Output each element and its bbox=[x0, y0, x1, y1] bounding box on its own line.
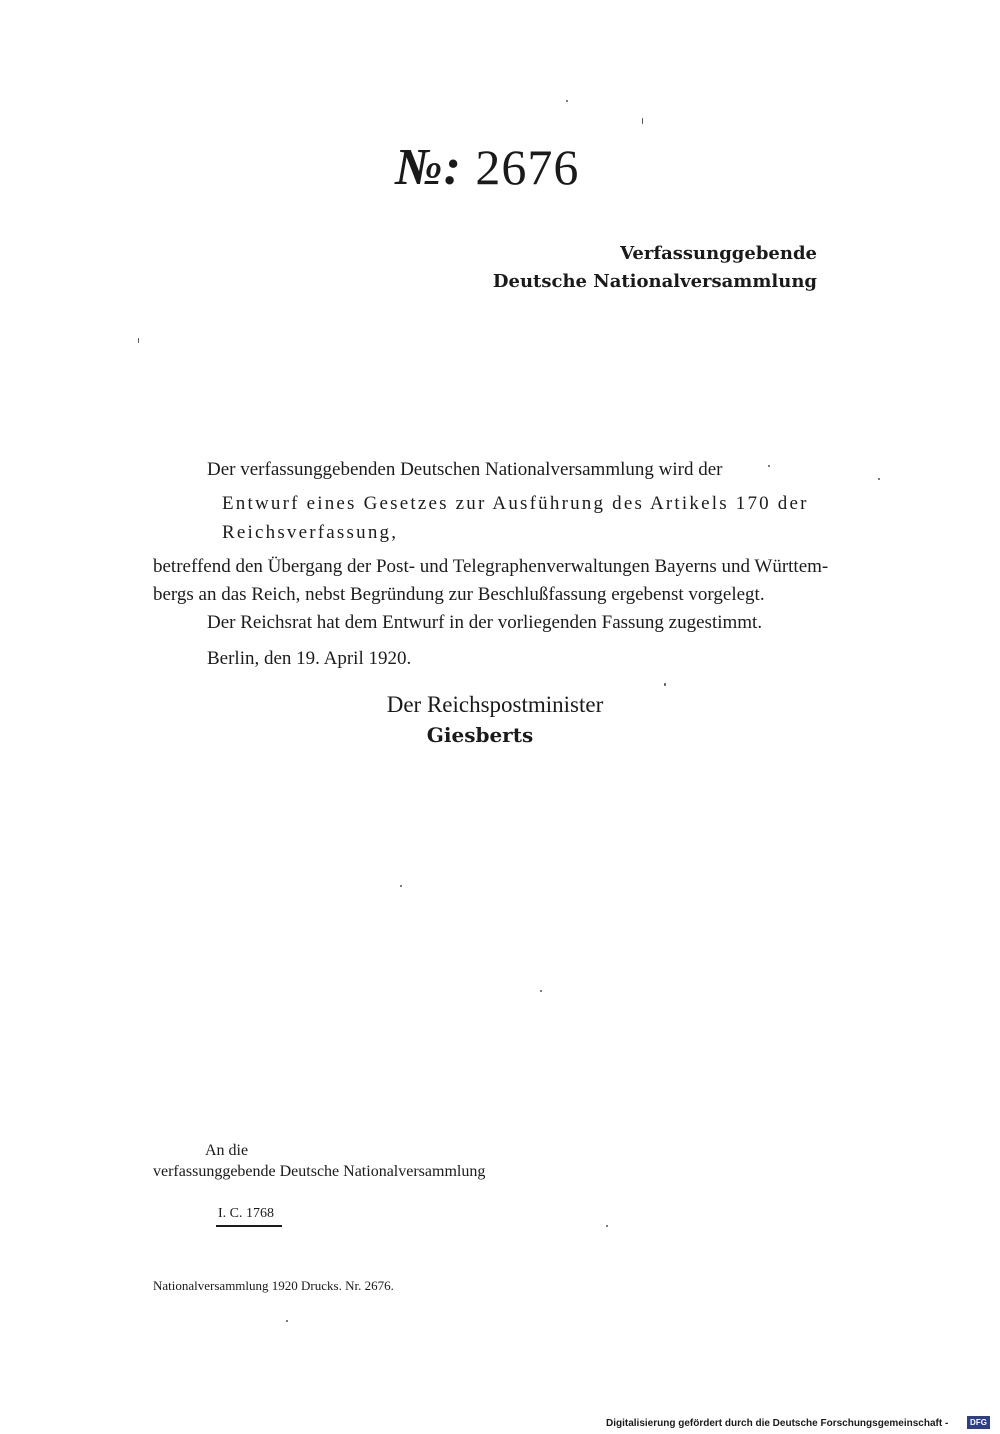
address-line-1: An die bbox=[205, 1142, 249, 1159]
reference-code: I. C. 1768 bbox=[218, 1206, 274, 1221]
scan-speck bbox=[138, 338, 139, 343]
signatory-name: Giesberts bbox=[426, 723, 534, 747]
number-prefix: №: bbox=[395, 139, 462, 196]
date-line: Berlin, den 19. April 1920. bbox=[207, 648, 412, 669]
body-line-2: Entwurf eines Gesetzes zur Ausführung des Artikels 170 der bbox=[222, 493, 809, 514]
body-line-5: bergs an das Reich, nebst Begründung zur Beschlußfassung ergebenst vorgelegt. bbox=[153, 584, 765, 605]
digitization-note: Digitalisierung gefördert durch die Deutsche Forschungsgemeinschaft - bbox=[606, 1418, 949, 1429]
print-footer: Nationalversammlung 1920 Drucks. Nr. 2676. bbox=[153, 1278, 394, 1293]
body-line-4: betreffend den Übergang der Post- und Telegraphenverwaltungen Bayerns und Württem- bbox=[153, 556, 829, 577]
scan-speck bbox=[400, 885, 402, 887]
body-line-3: Reichsverfassung, bbox=[222, 522, 399, 543]
reference-underline bbox=[216, 1225, 282, 1227]
scan-speck bbox=[642, 118, 643, 124]
address-line-2: verfassunggebende Deutsche Nationalversammlung bbox=[153, 1163, 486, 1180]
issuer-line-2: Deutsche Nationalversammlung bbox=[492, 271, 817, 292]
scan-speck bbox=[540, 990, 542, 992]
scan-speck bbox=[566, 100, 568, 102]
scan-speck bbox=[606, 1225, 608, 1227]
body-line-1: Der verfassunggebenden Deutschen Nationalversammlung wird der bbox=[207, 459, 723, 480]
dfg-logo-icon: DFG bbox=[967, 1416, 990, 1429]
scan-speck bbox=[664, 683, 666, 686]
number-value: 2676 bbox=[475, 139, 580, 195]
issuer-block bbox=[480, 240, 817, 296]
signatory-title: Der Reichspostminister bbox=[386, 692, 604, 717]
scan-speck bbox=[768, 465, 770, 467]
body-line-6: Der Reichsrat hat dem Entwurf in der vorliegenden Fassung zugestimmt. bbox=[207, 612, 763, 633]
scan-speck bbox=[878, 478, 880, 480]
scan-speck bbox=[286, 1320, 288, 1322]
document-number bbox=[395, 138, 579, 197]
issuer-line-1: Verfassunggebende bbox=[620, 243, 817, 264]
